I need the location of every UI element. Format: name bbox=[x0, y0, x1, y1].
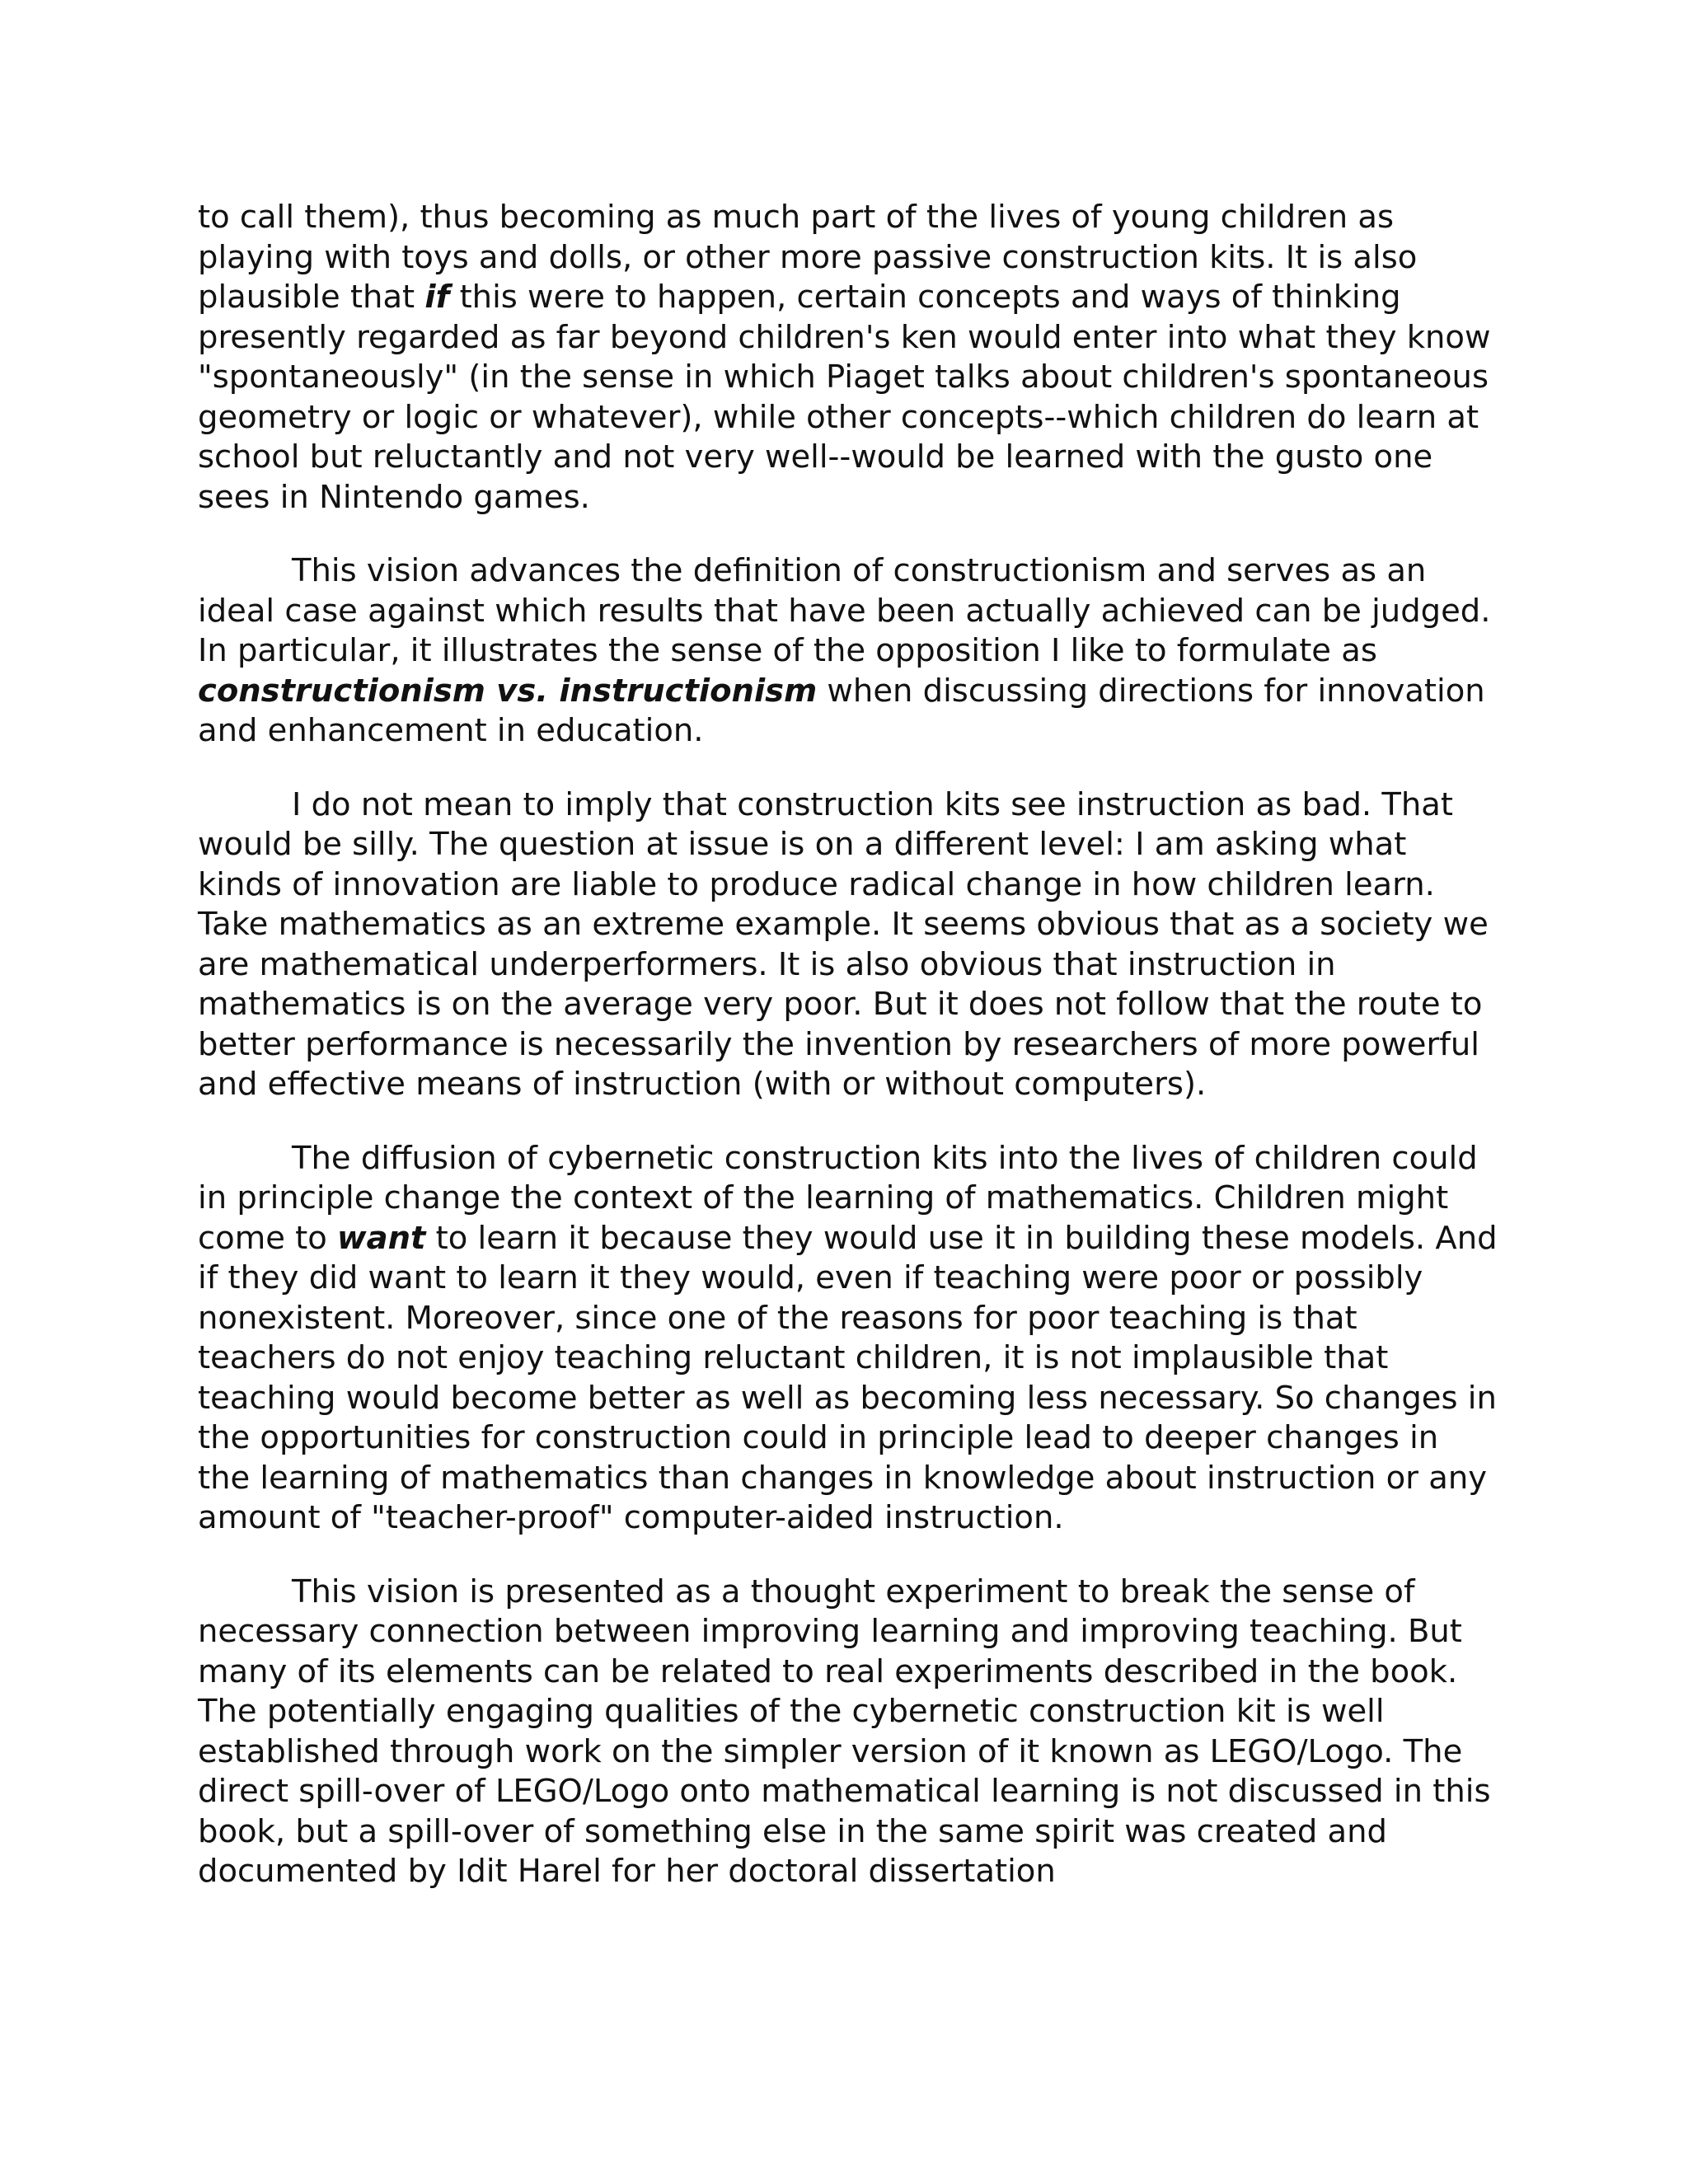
body-text bbox=[198, 198, 1500, 1926]
text-run: This vision advances the definition of constructionism and serves as an ideal case against which results that have been actually achieved can be judged. In particular, it illustrates the sense of the opposition I like to formulate as bbox=[198, 552, 1491, 669]
paragraph-3 bbox=[198, 785, 1500, 1105]
emphasis-if: if bbox=[424, 279, 450, 316]
emphasis-constructionism: constructionism vs. instructionism bbox=[198, 672, 818, 710]
text-run: when discussing directions for innovation and enhancement in education. bbox=[198, 672, 1485, 749]
text-run: I do not mean to imply that construction kits see instruction as bad. That would be silly. The question at issue is on a different level: I am asking what kinds of innovation are liable to produce radical change in how children learn. Take mathematics as an extreme example. It seems obvious that as a society we are mathematical underperformers. It is also obvious that instruction in mathematics is on the average very poor. But it does not follow that the route to better performance is necessarily the invention by researchers of more powerful and effective means of instruction (with or without computers). bbox=[198, 785, 1489, 1103]
text-run: The diffusion of cybernetic construction kits into the lives of children could in principle change the context of the learning of mathematics. Children might come to bbox=[198, 1139, 1478, 1257]
paragraph-1 bbox=[198, 198, 1500, 518]
paragraph-4 bbox=[198, 1139, 1500, 1539]
text-run: this were to happen, certain concepts and ways of thinking presently regarded as far beyond children's ken would enter into what they know "spontaneously" (in the sense in which Piaget talks about children's spontaneous geometry or logic or whatever), while other concepts--which children do learn at school but reluctantly and not very well--would be learned with the gusto one sees in Nintendo games. bbox=[198, 279, 1491, 516]
emphasis-want: want bbox=[337, 1219, 426, 1257]
paragraph-2 bbox=[198, 551, 1500, 752]
text-run: to learn it because they would use it in building these models. And if they did want to learn it they would, even if teaching were poor or possibly nonexistent. Moreover, since one of the reasons for poor teaching is that teachers do not enjoy teaching reluctant children, it is not implausible that teaching would become better as well as becoming less necessary. So changes in the opportunities for construction could in principle lead to deeper changes in the learning of mathematics than changes in knowledge about instruction or any amount of "teacher-proof" computer-aided instruction. bbox=[198, 1219, 1498, 1536]
text-run: This vision is presented as a thought experiment to break the sense of necessary connection between improving learning and improving teaching. But many of its elements can be related to real experiments described in the book. The potentially engaging qualities of the cybernetic construction kit is well established through work on the simpler version of it known as LEGO/Logo. The direct spill-over of LEGO/Logo onto mathematical learning is not discussed in this book, but a spill-over of something else in the same spirit was created and documented by Idit Harel for her doctoral dissertation bbox=[198, 1572, 1491, 1890]
text-run: to call them), thus becoming as much part of the lives of young children as playing with toys and dolls, or other more passive construction kits. It is also plausible that bbox=[198, 199, 1418, 316]
paragraph-5 bbox=[198, 1572, 1500, 1892]
